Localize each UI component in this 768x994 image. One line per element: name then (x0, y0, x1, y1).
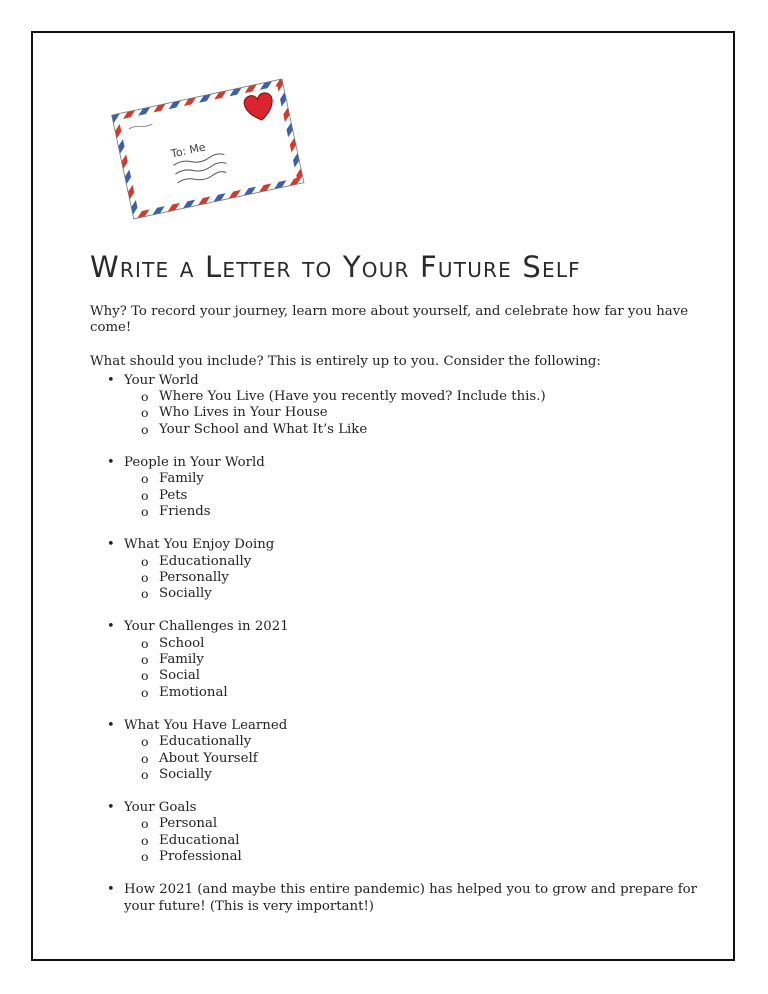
page-title: Write a Letter to Your Future Self (90, 250, 581, 284)
subtopic-list (124, 471, 710, 520)
topic-list (90, 373, 710, 915)
subtopic-item: o Educational (124, 833, 710, 849)
envelope-to-label: To: Me (169, 140, 207, 161)
document-body (90, 304, 710, 932)
topic-label: Your World (124, 372, 199, 388)
topic-item (90, 455, 710, 520)
topic-label: Your Challenges in 2021 (124, 619, 289, 635)
subtopic-item: o Social (124, 668, 710, 684)
topic-label: What You Enjoy Doing (124, 537, 275, 553)
subtopic-item: o School (124, 636, 710, 652)
subtopic-item: o Family (124, 471, 710, 487)
subtopic-item: o Socially (124, 586, 710, 602)
subtopic-list (124, 636, 710, 701)
topic-item (90, 718, 710, 783)
topic-item (90, 619, 710, 700)
topic-item (90, 537, 710, 602)
subtopic-item: o Friends (124, 504, 710, 520)
subtopic-item: o About Yourself (124, 751, 710, 767)
subtopic-item: o Socially (124, 767, 710, 783)
topic-item (90, 373, 710, 438)
envelope-illustration (104, 66, 310, 224)
subtopic-list (124, 389, 710, 438)
subtopic-list (124, 816, 710, 865)
subtopic-item: o Personally (124, 570, 710, 586)
subtopic-item: o Emotional (124, 685, 710, 701)
subtopic-item: o Educationally (124, 554, 710, 570)
subtopic-item: o Pets (124, 488, 710, 504)
subtopic-list (124, 554, 710, 603)
topic-label: People in Your World (124, 455, 265, 471)
topic-item (90, 882, 710, 915)
subtopic-item: o Professional (124, 849, 710, 865)
topic-item (90, 800, 710, 865)
subtopic-item: o Educationally (124, 734, 710, 750)
subtopic-list (124, 734, 710, 783)
subtopic-item: o Family (124, 652, 710, 668)
subtopic-item: o Who Lives in Your House (124, 405, 710, 421)
why-paragraph: Why? To record your journey, learn more about yourself, and celebrate how far you have come! (90, 304, 689, 336)
topic-label: What You Have Learned (124, 717, 288, 733)
subtopic-item: o Personal (124, 816, 710, 832)
subtopic-item: o Your School and What It’s Like (124, 422, 710, 438)
topic-label: Your Goals (124, 800, 197, 816)
topic-label: How 2021 (and maybe this entire pandemic) has helped you to grow and prepare for your future! (This is very important!) (124, 882, 697, 914)
intro-paragraph: What should you include? This is entirely up to you. Consider the following: (90, 353, 601, 369)
subtopic-item: o Where You Live (Have you recently moved? Include this.) (124, 389, 710, 405)
